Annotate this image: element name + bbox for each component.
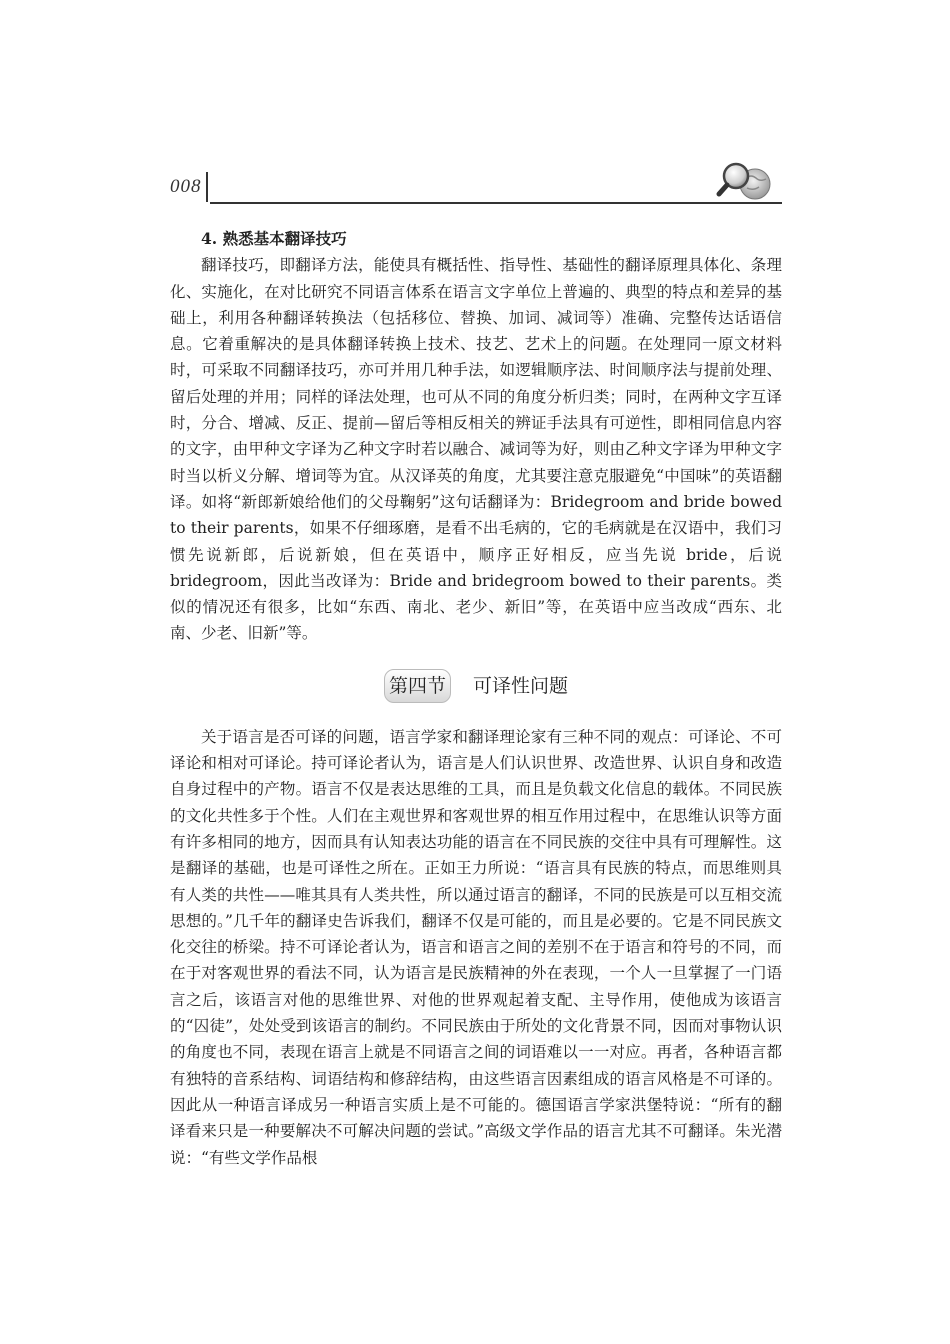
- subsection-heading: 4. 熟悉基本翻译技巧: [201, 229, 347, 248]
- header-rule: [210, 202, 782, 204]
- page-number: 008: [170, 176, 202, 197]
- section-paragraph: 关于语言是否可译的问题，语言学家和翻译理论家有三种不同的观点：可译论、不可译论和相对可译论。持可译论者认为，语言是人们认识世界、改造世界、认识自身和改造自身过程中的产物。语言不仅是表达思维的工具，而且是负载文化信息的载体。不同民族的文化共性多于个性。人们在主观世界和客观世界的相互作用过程中，在思维认识等方面有许多相同的地方，因而具有认知表达功能的语言在不同民族的交往中具有可理解性。这是翻译的基础，也是可译性之所在。正如王力所说：“语言具有民族的特点，而思维则具有人类的共性——唯其具有人类共性，所以通过语言的翻译，不同的民族是可以互相交流思想的。”几千年的翻译史告诉我们，翻译不仅是可能的，而且是必要的。它是不同民族文化交往的桥梁。持不可译论者认为，语言和语言之间的差别不在于语言和符号的不同，而在于对客观世界的看法不同，认为语言是民族精神的外在表现，一个人一旦掌握了一门语言之后，该语言对他的思维世界、对他的世界观起着支配、主导作用，使他成为该语言的“囚徒”，处处受到该语言的制约。不同民族由于所处的文化背景不同，因而对事物认识的角度也不同，表现在语言上就是不同语言之间的词语难以一一对应。再者，各种语言都有独特的音系结构、词语结构和修辞结构，由这些语言因素组成的语言风格是不可译的。因此从一种语言译成另一种语言实质上是不可能的。德国语言学家洪堡特说：“所有的翻译看来只是一种要解决不可解决问题的尝试。”高级文学作品的语言尤其不可翻译。朱光潜说：“有些文学作品根: [170, 727, 782, 1167]
- section-name: 可译性问题: [473, 674, 569, 697]
- page-content: [170, 226, 782, 1171]
- magnifier-icon: [716, 160, 774, 204]
- page-header: [170, 168, 782, 208]
- section-number: 第四节: [384, 669, 451, 703]
- section-title: [170, 669, 782, 703]
- subsection-paragraph: 翻译技巧，即翻译方法，能使具有概括性、指导性、基础性的翻译原理具体化、条理化、实施化，在对比研究不同语言体系在语言文字单位上普遍的、典型的特点和差异的基础上，利用各种翻译转换法（包括移位、替换、加词、减词等）准确、完整传达话语信息。它着重解决的是具体翻译转换上技术、技艺、艺术上的问题。在处理同一原文材料时，可采取不同翻译技巧，亦可并用几种手法，如逻辑顺序法、时间顺序法与提前处理、留后处理的并用；同样的译法处理，也可从不同的角度分析归类；同时，在两种文字互译时，分合、增减、反正、提前—留后等相反相关的辨证手法具有可逆性，即相同信息内容的文字，由甲种文字译为乙种文字时若以融合、减词等为好，则由乙种文字译为甲种文字时当以析义分解、增词等为宜。从汉译英的角度，尤其要注意克服避免“中国味”的英语翻译。如将“新郎新娘给他们的父母鞠躬”这句话翻译为：Bridegroom and bride bowed to their parents，如果不仔细琢磨，是看不出毛病的，它的毛病就是在汉语中，我们习惯先说新郎，后说新娘，但在英语中，顺序正好相反，应当先说 bride，后说 bridegroom，因此当改译为：Bride and bridegroom bowed to their parents。类似的情况还有很多，比如“东西、南北、老少、新旧”等，在英语中应当改成“西东、北南、少老、旧新”等。: [170, 256, 782, 643]
- header-divider: [206, 172, 208, 202]
